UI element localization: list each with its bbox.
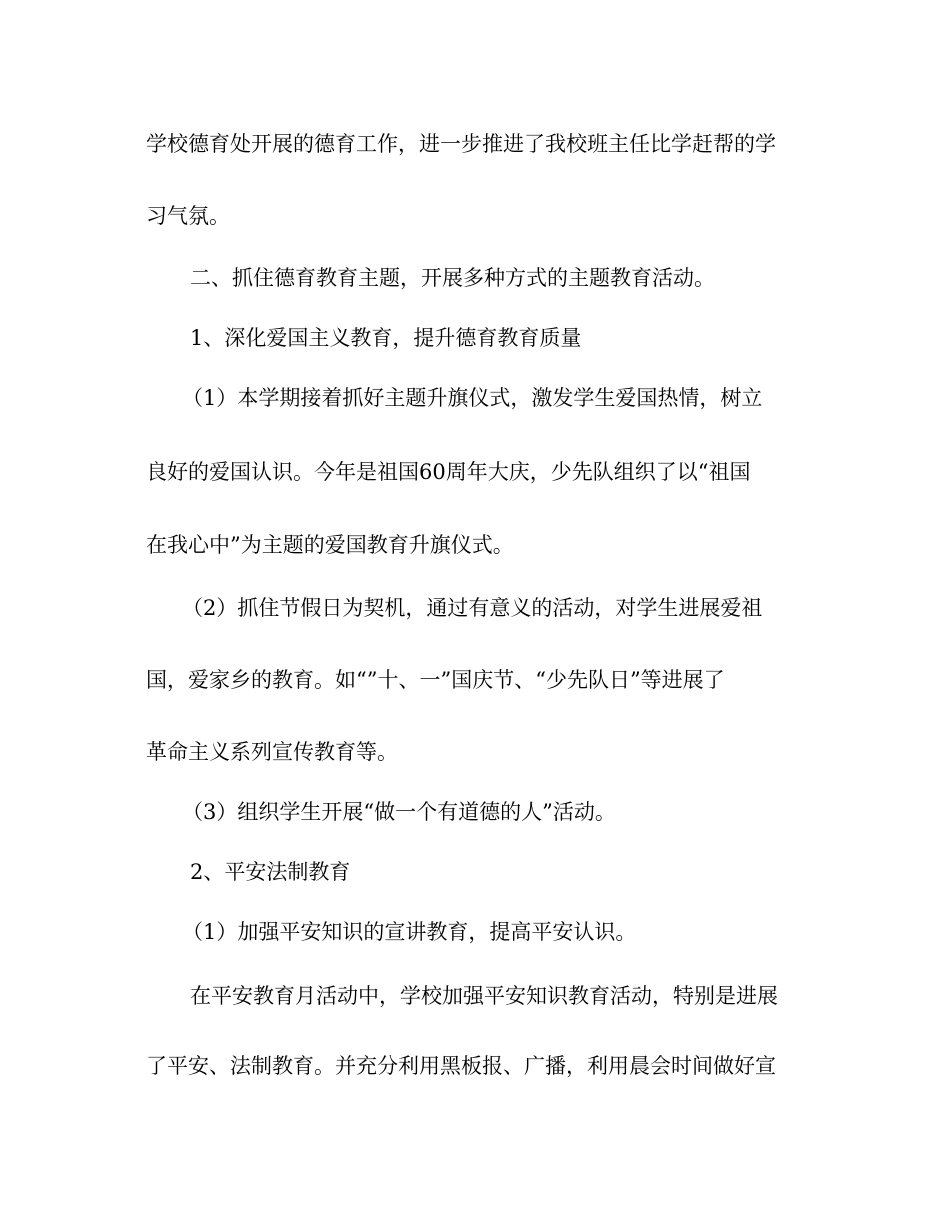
text-line-14: 在平安教育月活动中，学校加强平安知识教育活动，特别是进展 (190, 984, 778, 1008)
section-heading-2: 二、抓住德育教育主题，开展多种方式的主题教育活动。 (190, 266, 715, 290)
subheading-1: 1、深化爱国主义教育，提升德育教育质量 (190, 326, 582, 350)
text-line-9: 国，爱家乡的教育。如“”十、一”国庆节、“少先队日”等进展了 (146, 668, 725, 692)
text-line-6: 良好的爱国认识。今年是祖国60周年大庆，少先队组织了以“祖国 (146, 460, 751, 484)
text-line-5: （1）本学期接着抓好主题升旗仪式，激发学生爱国热情，树立 (182, 386, 763, 410)
text-line-8: （2）抓住节假日为契机，通过有意义的活动，对学生进展爱祖 (182, 596, 763, 620)
text-line-2: 习气氛。 (146, 204, 230, 228)
text-line-15: 了平安、法制教育。并充分利用黑板报、广播，利用晨会时间做好宣 (146, 1054, 776, 1078)
text-line-1: 学校德育处开展的德育工作，进一步推进了我校班主任比学赶帮的学 (146, 132, 776, 156)
text-line-7: 在我心中”为主题的爱国教育升旗仪式。 (146, 533, 514, 557)
text-line-13: （1）加强平安知识的宣讲教育，提高平安认识。 (182, 920, 637, 944)
text-line-10: 革命主义系列宣传教育等。 (146, 740, 398, 764)
text-line-11: （3）组织学生开展“做一个有道德的人”活动。 (182, 800, 616, 824)
subheading-2: 2、平安法制教育 (190, 860, 351, 884)
